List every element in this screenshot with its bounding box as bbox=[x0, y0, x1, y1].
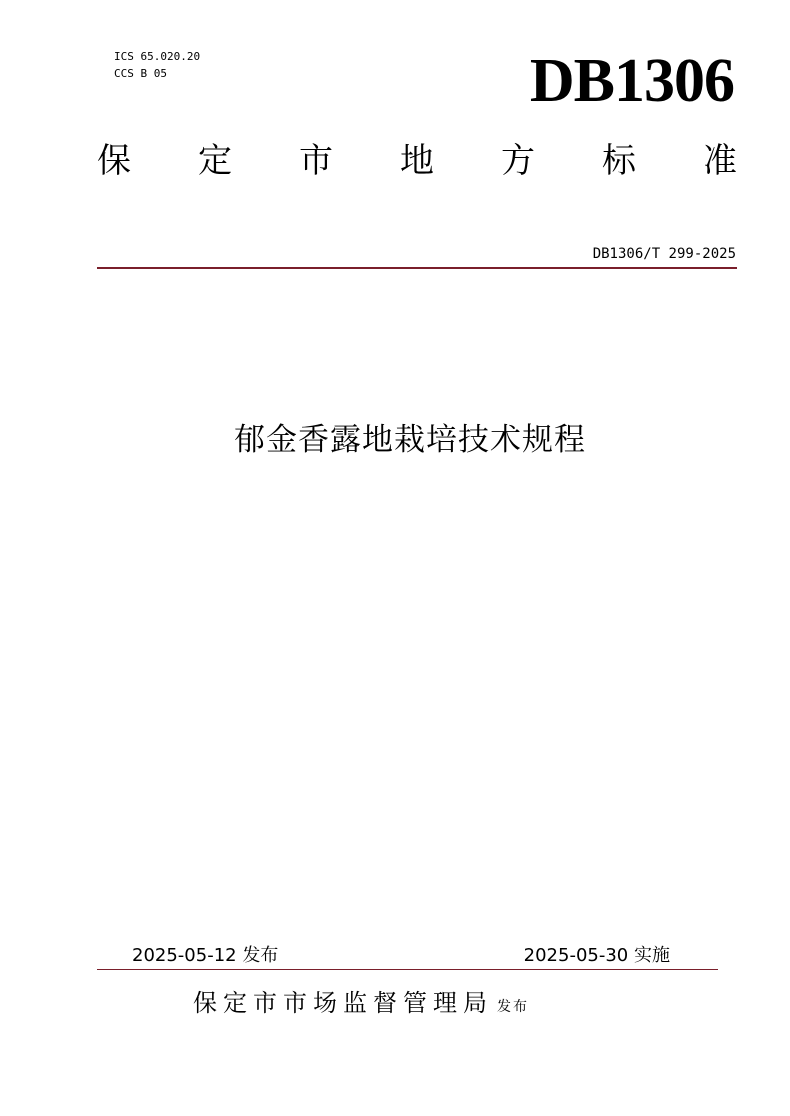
standard-type-char: 定 bbox=[198, 141, 232, 181]
ics-code: ICS 65.020.20 bbox=[114, 50, 201, 63]
bottom-divider bbox=[97, 969, 718, 970]
standard-type-char: 方 bbox=[501, 141, 535, 181]
standard-mark: DB1306 bbox=[529, 47, 734, 115]
implementation-date: 2025-05-30 实施 bbox=[523, 945, 670, 966]
top-divider bbox=[97, 267, 737, 269]
standard-type-char: 保 bbox=[97, 141, 131, 181]
issue-date: 2025-05-12 发布 bbox=[132, 945, 279, 966]
issuer-line bbox=[193, 986, 529, 1020]
standard-type-char: 市 bbox=[299, 141, 333, 181]
document-title: 郁金香露地栽培技术规程 bbox=[234, 422, 586, 458]
issuer-suffix: 发布 bbox=[497, 999, 529, 1015]
standard-type-heading bbox=[97, 138, 737, 184]
standard-type-char: 准 bbox=[703, 141, 737, 181]
issuer-name: 保定市市场监督管理局 bbox=[193, 989, 493, 1017]
standard-type-char: 地 bbox=[400, 141, 434, 181]
standard-type-char: 标 bbox=[602, 141, 636, 181]
ccs-code: CCS B 05 bbox=[114, 67, 167, 80]
standard-number: DB1306/T 299-2025 bbox=[592, 246, 736, 262]
